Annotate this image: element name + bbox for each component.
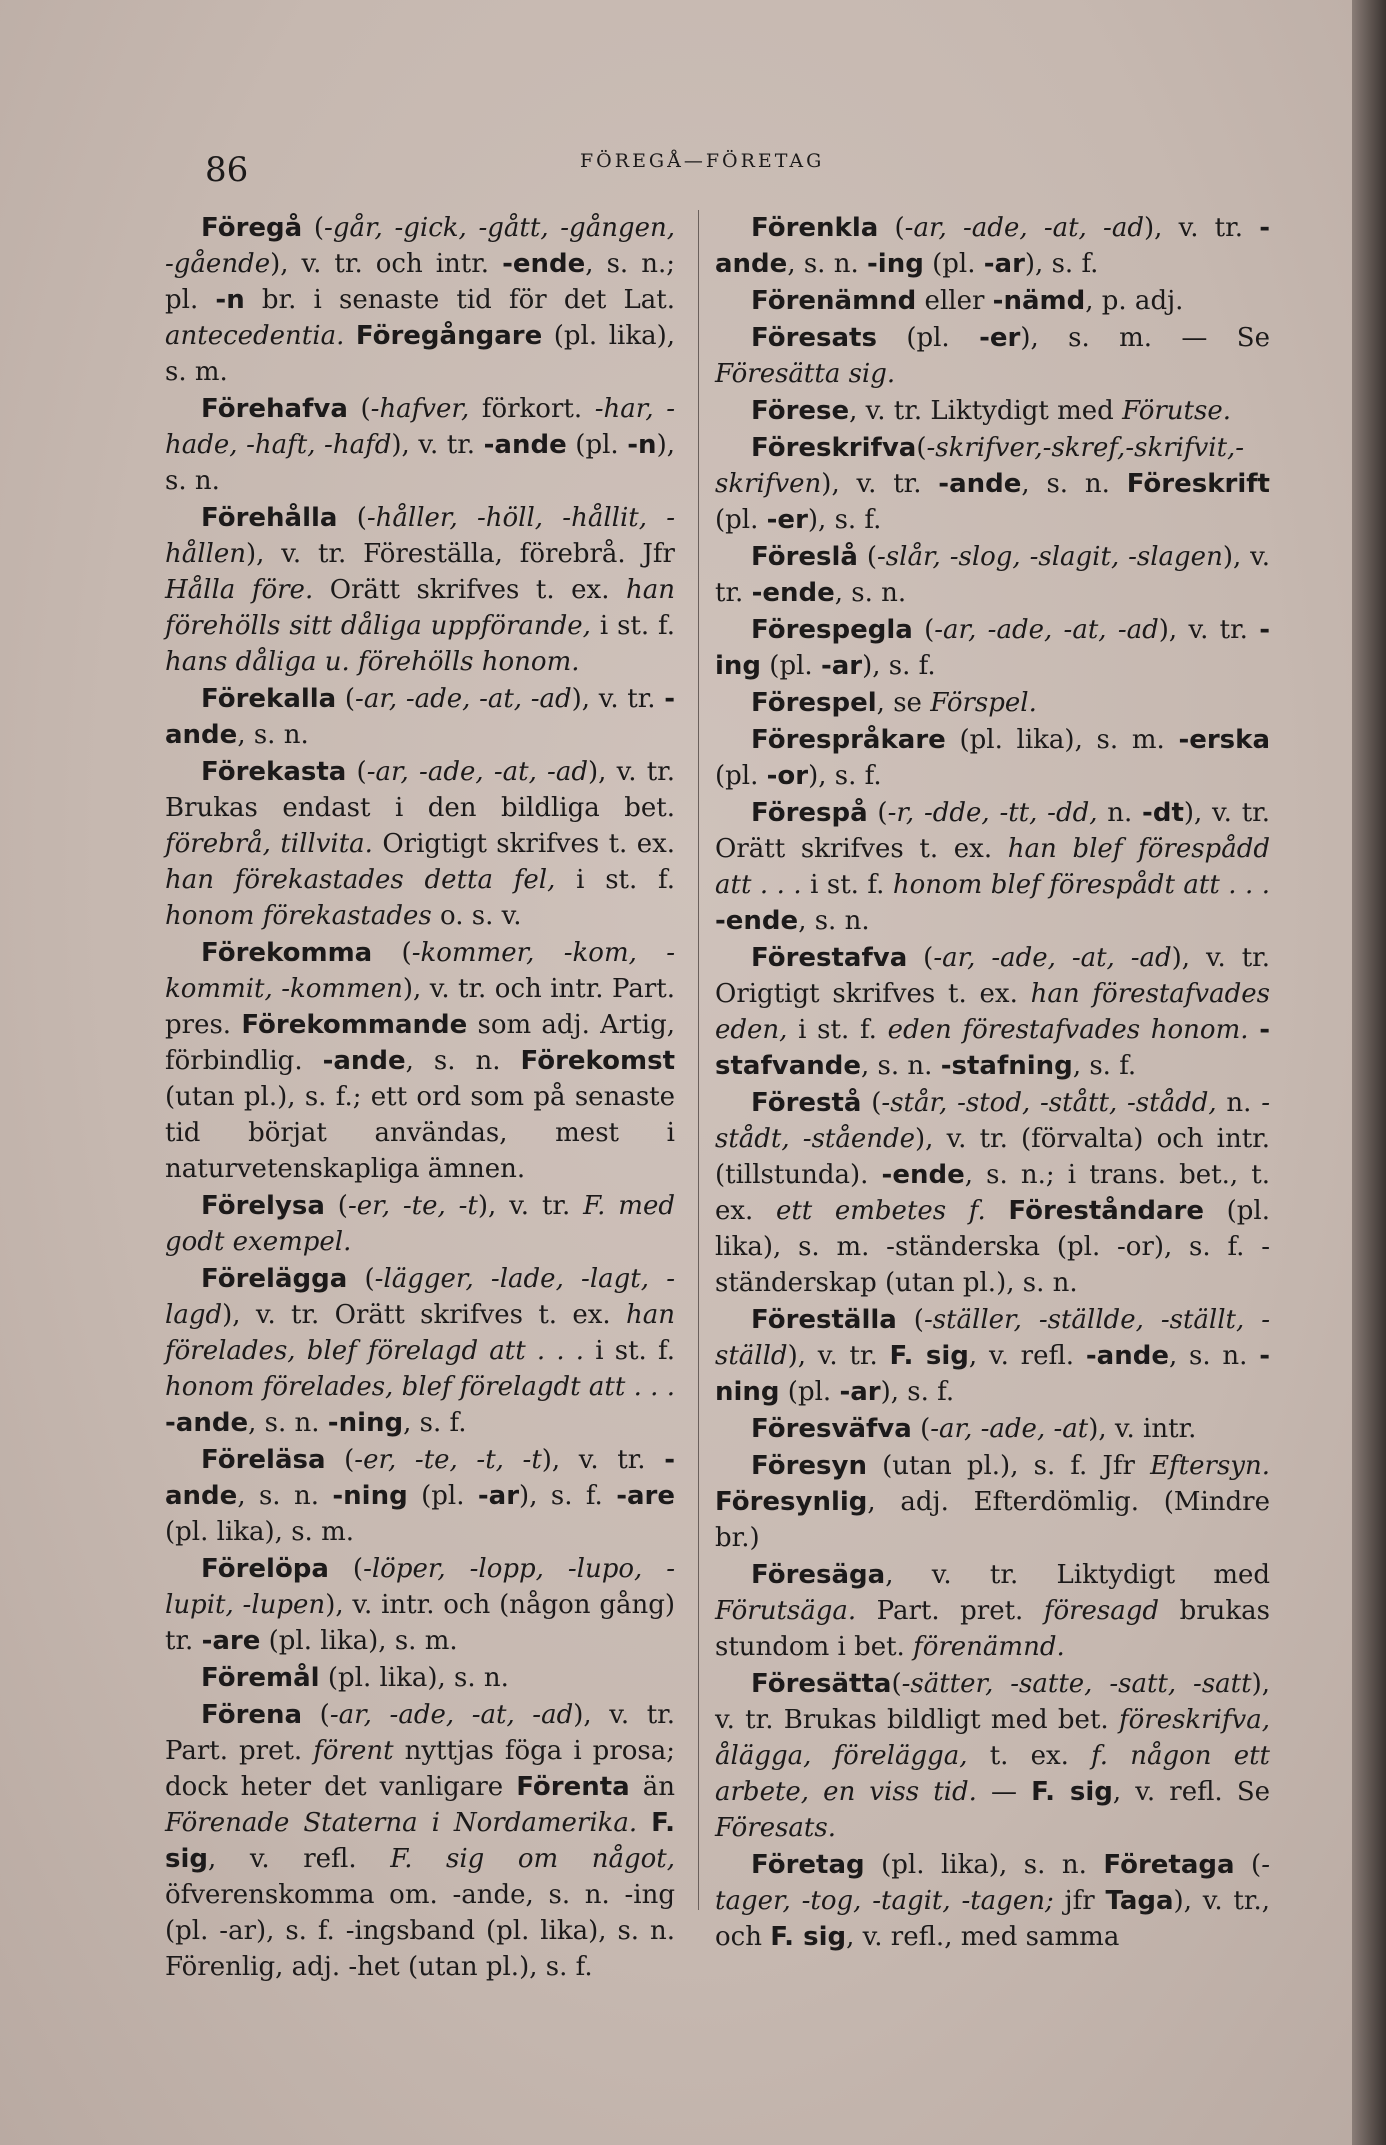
entry-text: ), v. tr. — [541, 1445, 665, 1475]
dictionary-entry — [165, 1188, 675, 1260]
entry-text: ( — [328, 1554, 364, 1584]
entry-text: ), v. tr. — [715, 542, 1270, 608]
dictionary-entry — [165, 210, 675, 390]
entry-text: (pl. — [761, 651, 821, 681]
entry-inflection: -er, -te, -t, -t — [354, 1445, 542, 1475]
entry-text: (pl. lika), s. n. — [319, 1663, 509, 1693]
dictionary-entry — [715, 940, 1270, 1084]
entry-text: , s. n. — [861, 1051, 941, 1081]
entry-text: , v. refl. — [968, 1341, 1086, 1371]
entry-text: ( — [324, 1191, 348, 1221]
entry-derived-form: -or — [766, 761, 809, 791]
entry-text: (pl. lika), s. m. — [945, 725, 1179, 755]
entry-text: ( — [325, 1445, 355, 1475]
dictionary-entry — [165, 1697, 675, 1985]
entry-headword: Föreställa — [751, 1305, 897, 1335]
entry-text: än — [629, 1772, 675, 1802]
entry-text: i st. f. — [787, 1015, 888, 1045]
dictionary-entry — [715, 1302, 1270, 1410]
entry-derived-form: -ende — [715, 906, 799, 936]
entry-headword: Förespå — [751, 798, 868, 828]
entry-inflection: honom förelades, blef förelagdt att . . . — [165, 1372, 675, 1402]
column-divider — [698, 210, 699, 1910]
entry-text: ( — [896, 1305, 924, 1335]
entry-inflection: ett embetes f. — [775, 1196, 986, 1226]
entry-text: ), v. tr. Brukas bildligt med bet. — [715, 1669, 1270, 1735]
entry-text: ), s. f. — [807, 505, 882, 535]
entry-inflection: han förestafvades eden, — [715, 979, 1270, 1045]
entry-text: (pl. — [407, 1481, 478, 1511]
entry-inflection: -ar, -ade, -at, -ad — [933, 943, 1172, 973]
entry-text: (utan pl.), s. f. Jfr — [866, 1451, 1151, 1481]
entry-text: , s. n. — [405, 1046, 521, 1076]
entry-inflection: förenämnd. — [913, 1632, 1065, 1662]
entry-inflection: -löper, -lopp, -lupo, -lupit, -lupen — [165, 1554, 675, 1620]
dictionary-entry — [165, 1261, 675, 1441]
entry-derived-form: -ning — [327, 1408, 404, 1438]
entry-inflection: f. någon ett arbete, en viss tid. — [715, 1741, 1270, 1807]
entry-derived-form: -nämd — [992, 286, 1086, 316]
entry-inflection: han blef förespådd att . . . — [715, 834, 1270, 900]
entry-inflection: -slår, -slog, -slagit, -slagen — [877, 542, 1223, 572]
entry-text: ), s. f. — [808, 761, 882, 791]
dictionary-entry — [165, 1551, 675, 1659]
dictionary-entry — [715, 685, 1270, 721]
entry-inflection: -lägger, -lade, -lagt, -lagd — [165, 1264, 675, 1330]
entry-derived-form: -ning — [715, 1341, 1271, 1407]
entry-text: (pl. — [715, 761, 767, 791]
entry-text: n. — [1216, 1088, 1262, 1118]
entry-text: (pl. — [779, 1377, 840, 1407]
entry-headword: Förekasta — [201, 757, 347, 787]
entry-text — [986, 1196, 1009, 1226]
entry-inflection: -ar, -ade, -at, -ad — [366, 757, 588, 787]
entry-inflection: han förehölls sitt dåliga uppförande, — [165, 575, 675, 641]
entry-derived-form: F. sig — [1031, 1777, 1113, 1807]
dictionary-entry — [715, 612, 1270, 684]
entry-headword: Föremål — [201, 1663, 320, 1693]
entry-derived-form: -ande — [938, 469, 1022, 499]
entry-text: ), v. intr. och (någon gång) tr. — [165, 1590, 676, 1656]
dictionary-entry — [715, 1085, 1270, 1301]
entry-text: ), s. f. — [1024, 249, 1099, 279]
entry-text: ), v. tr. Föreställa, förebrå. Jfr — [246, 539, 675, 569]
entry-derived-form: -ar — [839, 1377, 881, 1407]
entry-inflection: föreskrifva, ålägga, förelägga, — [715, 1705, 1270, 1771]
entry-text: , v. refl., med samma — [846, 1922, 1120, 1952]
dictionary-entry — [715, 1666, 1270, 1846]
entry-headword: Förespel — [751, 688, 877, 718]
entry-inflection: antecedentia. — [165, 321, 345, 351]
entry-headword: Förekalla — [201, 684, 337, 714]
entry-derived-form: Föreskrift — [1126, 469, 1270, 499]
entry-derived-form: -ar — [477, 1481, 520, 1511]
entry-text: i st. f. — [590, 611, 675, 641]
entry-text: som adj. Artig, förbindlig. — [165, 1010, 675, 1076]
dictionary-entry — [165, 935, 675, 1187]
entry-derived-form: -ande — [322, 1046, 406, 1076]
entry-derived-form: -n — [627, 430, 657, 460]
entry-text: ), v. tr. — [1143, 213, 1260, 243]
entry-headword: Företag — [751, 1850, 865, 1880]
entry-derived-form: -dt — [1142, 798, 1184, 828]
entry-text: ), v. tr. och intr. Part. pres. — [165, 974, 675, 1040]
entry-inflection: Föresätta sig. — [715, 359, 896, 389]
entry-headword: Förelöpa — [201, 1554, 329, 1584]
left-column — [165, 210, 675, 1986]
entry-inflection: -går, -gick, -gått, -gången, -gående — [165, 213, 675, 279]
right-column — [715, 210, 1270, 1956]
entry-derived-form: -ande — [715, 213, 1270, 279]
entry-text: ( — [347, 394, 371, 424]
entry-headword: Föresats — [751, 323, 877, 353]
dictionary-entry — [715, 795, 1270, 939]
entry-derived-form: F. sig — [770, 1922, 847, 1952]
entry-text: ( — [347, 1264, 375, 1294]
entry-headword: Föresväfva — [751, 1414, 912, 1444]
entry-text — [1249, 1015, 1260, 1045]
entry-text: ( — [302, 213, 325, 243]
dictionary-entry — [165, 1442, 675, 1550]
dictionary-entry — [715, 1448, 1270, 1556]
entry-derived-form: Taga — [1105, 1886, 1174, 1916]
entry-text: i st. f. — [584, 1336, 675, 1366]
entry-text: n. — [1097, 798, 1143, 828]
entry-text: ), v. tr. Brukas endast i den bildliga bet. — [165, 757, 675, 823]
entry-text: (pl. — [923, 249, 984, 279]
dictionary-entry — [715, 1557, 1270, 1665]
entry-headword: Förelysa — [201, 1191, 325, 1221]
entry-derived-form: -ar — [983, 249, 1025, 279]
entry-derived-form: -erska — [1178, 725, 1270, 755]
entry-derived-form: -ning — [332, 1481, 408, 1511]
dictionary-entry — [715, 283, 1270, 319]
entry-inflection: Förutse. — [1122, 396, 1231, 426]
entry-headword: Föresäga — [751, 1560, 886, 1590]
entry-text: i st. f. — [801, 870, 893, 900]
entry-derived-form: -ende — [751, 578, 835, 608]
entry-headword: Föreskrifva — [751, 433, 917, 463]
entry-headword: Föreläsa — [201, 1445, 326, 1475]
entry-derived-form: Förekomst — [520, 1046, 675, 1076]
entry-inflection: Hålla före. — [165, 575, 314, 605]
entry-derived-form: -er — [979, 323, 1021, 353]
entry-text: (pl. lika), s. n. — [864, 1850, 1104, 1880]
entry-headword: Förespegla — [751, 615, 913, 645]
dictionary-entry — [715, 1411, 1270, 1447]
entry-text: ), v. tr. Origtigt skrifves t. ex. — [715, 943, 1270, 1009]
entry-text: ( — [911, 1414, 931, 1444]
entry-text: ( — [346, 757, 367, 787]
entry-derived-form: -stafning — [940, 1051, 1073, 1081]
entry-derived-form: Förenta — [516, 1772, 630, 1802]
entry-text: (pl. lika), s. m. — [165, 1517, 354, 1547]
entry-derived-form: -ende — [502, 249, 586, 279]
entry-inflection: -skrifver,-skref,-skrifvit,-skrifven — [715, 433, 1245, 499]
entry-inflection: Föresats. — [715, 1813, 836, 1843]
dictionary-entry — [165, 500, 675, 680]
entry-text: o. s. v. — [431, 901, 522, 931]
entry-inflection: Förenade Staterna i Nordamerika. — [165, 1808, 638, 1838]
dictionary-entry — [715, 430, 1270, 538]
entry-text: ( — [916, 433, 927, 463]
dictionary-entry — [715, 210, 1270, 282]
entry-text: ), v. intr. — [1088, 1414, 1197, 1444]
entry-inflection: -ar, -ade, -at, -ad — [904, 213, 1144, 243]
entry-text: jfr — [1053, 1886, 1106, 1916]
entry-text: ( — [857, 542, 878, 572]
entry-text: , s. f. — [403, 1408, 467, 1438]
dictionary-entry — [715, 722, 1270, 794]
entry-inflection: eden förestafvades honom. — [887, 1015, 1249, 1045]
entry-inflection: -håller, -höll, -hållit, -hållen — [165, 503, 675, 569]
entry-headword: Förestafva — [751, 943, 908, 973]
entry-text: , v. tr. Liktydigt med — [885, 1560, 1270, 1590]
dictionary-entry — [715, 1847, 1270, 1955]
entry-inflection: -kommer, -kom, -kommit, -kommen — [165, 938, 675, 1004]
entry-headword: Förekomma — [201, 938, 373, 968]
entry-text: ), v. tr. — [787, 1341, 890, 1371]
entry-text: ), v. tr. Orätt skrifves t. ex. — [715, 798, 1270, 864]
entry-headword: Förenkla — [751, 213, 879, 243]
entry-text: , s. n. — [237, 720, 309, 750]
dictionary-entry — [715, 393, 1270, 429]
dictionary-entry — [715, 320, 1270, 392]
entry-derived-form: -ande — [165, 1408, 249, 1438]
entry-text: ), s. f. — [862, 651, 936, 681]
entry-inflection: förebrå, tillvita. — [165, 829, 373, 859]
entry-derived-form: -are — [616, 1481, 675, 1511]
entry-derived-form: -stafvande — [715, 1015, 1271, 1081]
entry-derived-form: -ande — [483, 430, 567, 460]
entry-derived-form: -ar — [820, 651, 863, 681]
running-head: FÖREGÅ—FÖRETAG — [580, 150, 825, 172]
entry-text: , s. n. — [237, 1481, 333, 1511]
entry-derived-form: -ande — [1085, 1341, 1169, 1371]
entry-derived-form: -ende — [881, 1160, 965, 1190]
entry-inflection: -ar, -ade, -at, -ad — [355, 684, 572, 714]
entry-text: , s. n. — [248, 1408, 328, 1438]
entry-text: ), s. n. — [165, 430, 675, 496]
entry-text: (pl. lika), s. m. — [260, 1626, 458, 1656]
entry-text: ), v. tr. och intr. — [270, 249, 503, 279]
entry-text: ), v. tr. — [571, 684, 665, 714]
entry-derived-form: Föresynlig — [715, 1487, 868, 1517]
entry-text: ( — [337, 503, 367, 533]
entry-text: ( — [861, 1088, 882, 1118]
entry-text: — — [976, 1777, 1032, 1807]
entry-derived-form: Företaga — [1103, 1850, 1235, 1880]
entry-inflection: Förutsäga. — [715, 1596, 857, 1626]
entry-derived-form: Föregångare — [355, 321, 543, 351]
entry-text: ), v. tr., och — [715, 1886, 1270, 1952]
entry-text: brukas stundom i bet. — [715, 1596, 1271, 1662]
entry-headword: Föresyn — [751, 1451, 867, 1481]
entry-text: förkort. — [469, 394, 595, 424]
entry-inflection: förent — [313, 1736, 394, 1766]
entry-text: , s. n.; i trans. bet., t. ex. — [715, 1160, 1271, 1226]
entry-text: (pl. lika), s. m. -ständerska (pl. -or), s. f. -ständerskap (utan pl.), s. n. — [715, 1196, 1270, 1298]
entry-text — [344, 321, 356, 351]
dictionary-entry — [165, 1660, 675, 1696]
entry-inflection: -ställer, -ställde, -ställt, -ställd — [715, 1305, 1270, 1371]
entry-inflection: F. med godt exempel. — [165, 1191, 675, 1257]
entry-derived-form: -ande — [165, 684, 675, 750]
entry-inflection: honom förekastades — [165, 901, 432, 931]
dictionary-entry — [715, 539, 1270, 611]
entry-text: ), v. tr. — [391, 430, 484, 460]
entry-text: ), v. tr. — [477, 1191, 584, 1221]
entry-inflection: -er, -te, -t — [347, 1191, 478, 1221]
entry-derived-form: F. sig — [889, 1341, 969, 1371]
entry-headword: Förestå — [751, 1088, 862, 1118]
entry-text: ), v. tr. Part. pret. — [165, 1700, 675, 1766]
entry-text: ( — [878, 213, 905, 243]
dictionary-entry — [165, 391, 675, 499]
entry-text: Part. pret. — [856, 1596, 1044, 1626]
entry-text: , s. f. — [1072, 1051, 1137, 1081]
entry-text: i st. f. — [555, 865, 675, 895]
entry-text: ), v. tr. (förvalta) och intr. (tillstunda). — [715, 1124, 1271, 1190]
entry-inflection: -stådt, -stående — [715, 1088, 1270, 1154]
entry-text: Origtigt skrifves t. ex. — [372, 829, 676, 859]
entry-derived-form: -are — [201, 1626, 261, 1656]
entry-text: , s. n.; pl. — [165, 249, 675, 315]
entry-derived-form: -ing — [715, 615, 1270, 681]
entry-text: , s. n. — [787, 249, 867, 279]
entry-text: , s. n. — [1168, 1341, 1260, 1371]
entry-text: , s. n. — [834, 578, 907, 608]
entry-text: (pl. — [715, 505, 767, 535]
entry-headword: Föreslå — [751, 542, 858, 572]
entry-inflection: -står, -stod, -stått, -stådd, — [881, 1088, 1217, 1118]
entry-text: ( — [336, 684, 356, 714]
entry-inflection: -ar, -ade, -at, -ad — [934, 615, 1159, 645]
entry-headword: Förena — [201, 1700, 303, 1730]
entry-text: ), v. tr. — [821, 469, 939, 499]
entry-inflection: Förspel. — [930, 688, 1037, 718]
entry-inflection: -hafver, — [370, 394, 470, 424]
entry-text: (pl. — [566, 430, 628, 460]
entry-headword: Förenämnd — [751, 286, 917, 316]
entry-inflection: -sätter, -satte, -satt, -satt — [901, 1669, 1252, 1699]
entry-derived-form: Förekommande — [241, 1010, 468, 1040]
entry-text: ), v. tr. — [1158, 615, 1260, 645]
entry-text: , v. tr. Liktydigt med — [849, 396, 1123, 426]
dictionary-entry — [165, 754, 675, 934]
entry-text: ( — [907, 943, 934, 973]
page-number: 86 — [205, 150, 249, 190]
entry-text: , s. n. — [1021, 469, 1127, 499]
entry-text — [637, 1808, 651, 1838]
entry-text: öfverenskomma om. -ande, s. n. -ing (pl. -ar), s. f. -ingsband (pl. lika), s. n. Förenlig, adj. -het (utan pl.), s. f. — [165, 1880, 675, 1982]
entry-inflection: -ar, -ade, -at — [930, 1414, 1089, 1444]
entry-inflection: -r, -dde, -tt, -dd, — [887, 798, 1098, 828]
book-binding-edge — [1352, 0, 1386, 2145]
entry-text: ( — [912, 615, 935, 645]
entry-derived-form: -ande — [165, 1445, 675, 1511]
entry-text: ( — [302, 1700, 330, 1730]
entry-text: br. i senaste tid för det Lat. — [244, 285, 675, 315]
entry-headword: Förehålla — [201, 503, 338, 533]
entry-text: , se — [876, 688, 931, 718]
entry-text: , v. refl. — [208, 1844, 391, 1874]
entry-text: ( — [891, 1669, 902, 1699]
entry-inflection: -tager, -tog, -tagit, -tagen; — [715, 1850, 1270, 1916]
entry-inflection: -har, -hade, -haft, -hafd — [165, 394, 675, 460]
entry-text: , p. adj. — [1085, 286, 1184, 316]
entry-text: , adj. Efterdömlig. (Mindre br.) — [715, 1487, 1270, 1553]
entry-text: , v. refl. Se — [1112, 1777, 1271, 1807]
entry-headword: Föresätta — [751, 1669, 892, 1699]
entry-text: ), s. f. — [880, 1377, 955, 1407]
entry-text: ( — [867, 798, 888, 828]
entry-text: t. ex. — [967, 1741, 1092, 1771]
entry-derived-form: -ing — [867, 249, 924, 279]
entry-inflection: han förelades, blef förelagd att . . . — [165, 1300, 675, 1366]
entry-headword: Förehafva — [201, 394, 348, 424]
entry-text: ( — [1234, 1850, 1262, 1880]
entry-text: ), s. m. — Se — [1020, 323, 1270, 353]
entry-inflection: föresagd — [1043, 1596, 1160, 1626]
entry-derived-form: Föreståndare — [1008, 1196, 1204, 1226]
entry-inflection: Eftersyn. — [1150, 1451, 1270, 1481]
entry-inflection: han förekastades detta fel, — [165, 865, 556, 895]
entry-derived-form: -n — [215, 285, 245, 315]
entry-text: eller — [916, 286, 993, 316]
entry-text: ), s. f. — [519, 1481, 617, 1511]
entry-inflection: F. sig om något, — [390, 1844, 675, 1874]
entry-text: , s. n. — [798, 906, 870, 936]
entry-inflection: honom blef förespådt att . . . — [892, 870, 1270, 900]
entry-text: Orätt skrifves t. ex. — [313, 575, 626, 605]
entry-derived-form: -er — [766, 505, 808, 535]
entry-headword: Föregå — [201, 213, 303, 243]
entry-text: nyttjas föga i prosa; dock heter det vanligare — [165, 1736, 676, 1802]
entry-text: (pl. lika), s. m. — [165, 321, 675, 387]
entry-text: ), v. tr. Orätt skrifves t. ex. — [222, 1300, 626, 1330]
entry-text: (pl. — [876, 323, 980, 353]
entry-text: (utan pl.), s. f.; ett ord som på senaste tid börjat användas, mest i naturvetenskapliga ämnen. — [165, 1082, 675, 1184]
entry-text: ( — [372, 938, 412, 968]
entry-inflection: -ar, -ade, -at, -ad — [329, 1700, 574, 1730]
entry-headword: Förelägga — [201, 1264, 348, 1294]
entry-headword: Förespråkare — [751, 725, 946, 755]
entry-headword: Förese — [751, 396, 850, 426]
entry-derived-form: F. sig — [165, 1808, 675, 1874]
entry-inflection: hans dåliga u. förehölls honom. — [165, 647, 580, 677]
dictionary-entry — [165, 681, 675, 753]
